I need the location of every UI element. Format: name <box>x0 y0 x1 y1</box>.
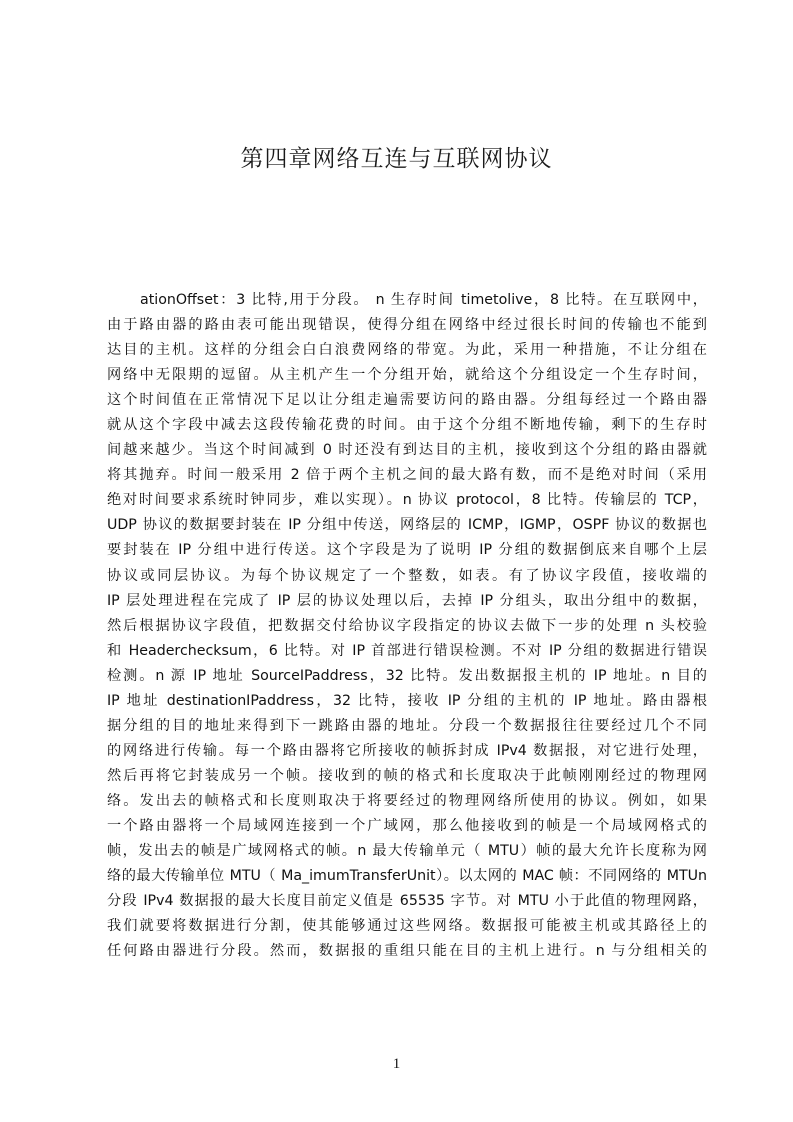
text-line: IP 层处理进程在完成了 IP 层的协议处理以后，去掉 IP 分组头，取出分组中的数据， <box>107 592 707 609</box>
text-line: 间越来越少。当这个时间减到 0 时还没有到达目的主机，接收到这个分组的路由器就 <box>107 442 707 459</box>
text-line: 然后再将它封装成另一个帧。接收到的帧的格式和长度取决于此帧刚刚经过的物理网 <box>107 767 707 784</box>
text-line: 据分组的目的地址来得到下一跳路由器的地址。分段一个数据报往往要经过几个不同 <box>107 717 707 734</box>
text-line: 就从这个字段中减去这段传输花费的时间。由于这个分组不断地传输，剩下的生存时 <box>107 417 707 434</box>
text-line: 网络中无限期的逗留。从主机产生一个分组开始，就给这个分组设定一个生存时间， <box>107 367 707 384</box>
text-line: 任何路由器进行分段。然而，数据报的重组只能在目的主机上进行。n 与分组相关的 <box>107 943 707 960</box>
text-line: 要封装在 IP 分组中进行传送。这个字段是为了说明 IP 分组的数据倒底来自哪个上层 <box>107 542 707 559</box>
text-line: 将其抛弃。时间一般采用 2 倍于两个主机之间的最大路有数，而不是绝对时间（采用 <box>107 467 707 484</box>
text-line: 帧，发出去的帧是广域网格式的帧。n 最大传输单元（ MTU）帧的最大允许长度称为网 <box>107 843 707 860</box>
text-line: 和 Headerchecksum，6 比特。对 IP 首部进行错误检测。不对 IP 分组的数据进行错误 <box>107 642 707 659</box>
text-line: 绝对时间要求系统时钟同步，难以实现）。n 协议 protocol，8 比特。传输层的 TCP， <box>107 492 707 509</box>
text-line: 这个时间值在正常情况下足以让分组走遍需要访问的路由器。分组每经过一个路由器 <box>107 392 707 409</box>
text-line: 达目的主机。这样的分组会白白浪费网络的带宽。为此，采用一种措施，不让分组在 <box>107 342 707 359</box>
text-line: IP 地址 destinationIPaddress，32 比特，接收 IP 分组的主机的 IP 地址。路由器根 <box>107 692 707 709</box>
text-line: 分段 IPv4 数据报的最大长度目前定义值是 65535 字节。对 MTU 小于此值的物理网路， <box>107 893 707 910</box>
text-line: 然后根据协议字段值，把数据交付给协议字段指定的协议去做下一步的处理 n 头校验 <box>107 617 707 634</box>
text-line: 的网络进行传输。每一个路由器将它所接收的帧拆封成 IPv4 数据报，对它进行处理， <box>107 742 707 759</box>
text-line: 我们就要将数据进行分割，使其能够通过这些网络。数据报可能被主机或其路径上的 <box>107 918 707 935</box>
page-title: 第四章网络互连与互联网协议 <box>240 146 553 172</box>
text-line: 络的最大传输单位 MTU（ Ma_imumTransferUnit）。以太网的 MAC 帧：不同网络的 MTUn <box>107 868 707 885</box>
text-line: UDP 协议的数据要封装在 IP 分组中传送，网络层的 ICMP，IGMP，OSPF 协议的数据也 <box>107 517 707 534</box>
body-paragraph <box>107 288 707 964</box>
text-line: 一个路由器将一个局域网连接到一个广域网，那么他接收到的帧是一个局域网格式的 <box>107 817 707 834</box>
page-number: 1 <box>392 1056 401 1072</box>
text-line: 络。发出去的帧格式和长度则取决于将要经过的物理网络所使用的协议。例如，如果 <box>107 792 707 809</box>
text-line: 协议或同层协议。为每个协议规定了一个整数，如表。有了协议字段值，接收端的 <box>107 567 707 584</box>
text-line: 检测。n 源 IP 地址 SourceIPaddress，32 比特。发出数据报主机的 IP 地址。n 目的 <box>107 667 707 684</box>
text-line: ationOffset：3 比特,用于分段。 n 生存时间 timetolive，8 比特。在互联网中， <box>140 292 707 308</box>
text-line: 由于路由器的路由表可能出现错误，使得分组在网络中经过很长时间的传输也不能到 <box>107 317 707 334</box>
